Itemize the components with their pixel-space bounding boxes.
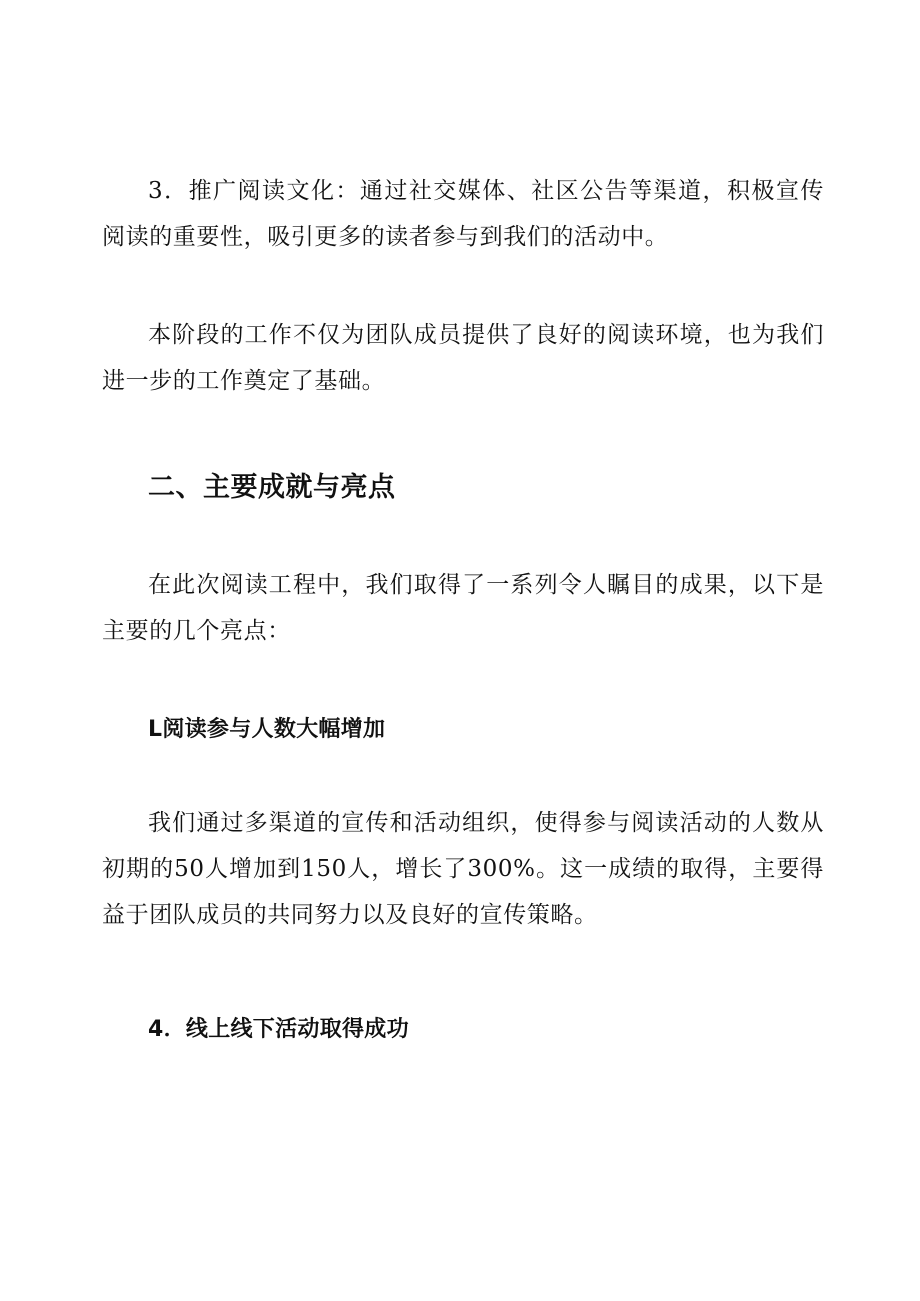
paragraph-achievements-intro: 在此次阅读工程中，我们取得了一系列令人瞩目的成果，以下是主要的几个亮点： [102,572,824,644]
subheading-participation-increase: L阅读参与人数大幅增加 [148,717,386,742]
subheading-online-offline-success: 4．线上线下活动取得成功 [148,1017,409,1042]
paragraph-stage-summary: 本阶段的工作不仅为团队成员提供了良好的阅读环境，也为我们进一步的工作奠定了基础。 [102,322,824,394]
section-heading-achievements: 二、主要成就与亮点 [148,472,396,503]
paragraph-promote-reading: 3．推广阅读文化：通过社交媒体、社区公告等渠道，积极宣传阅读的重要性，吸引更多的读者参与到我们的活动中。 [102,178,824,250]
paragraph-participation-details: 我们通过多渠道的宣传和活动组织，使得参与阅读活动的人数从初期的50人增加到150人，增长了300%。这一成绩的取得，主要得益于团队成员的共同努力以及良好的宣传策略。 [102,810,824,928]
